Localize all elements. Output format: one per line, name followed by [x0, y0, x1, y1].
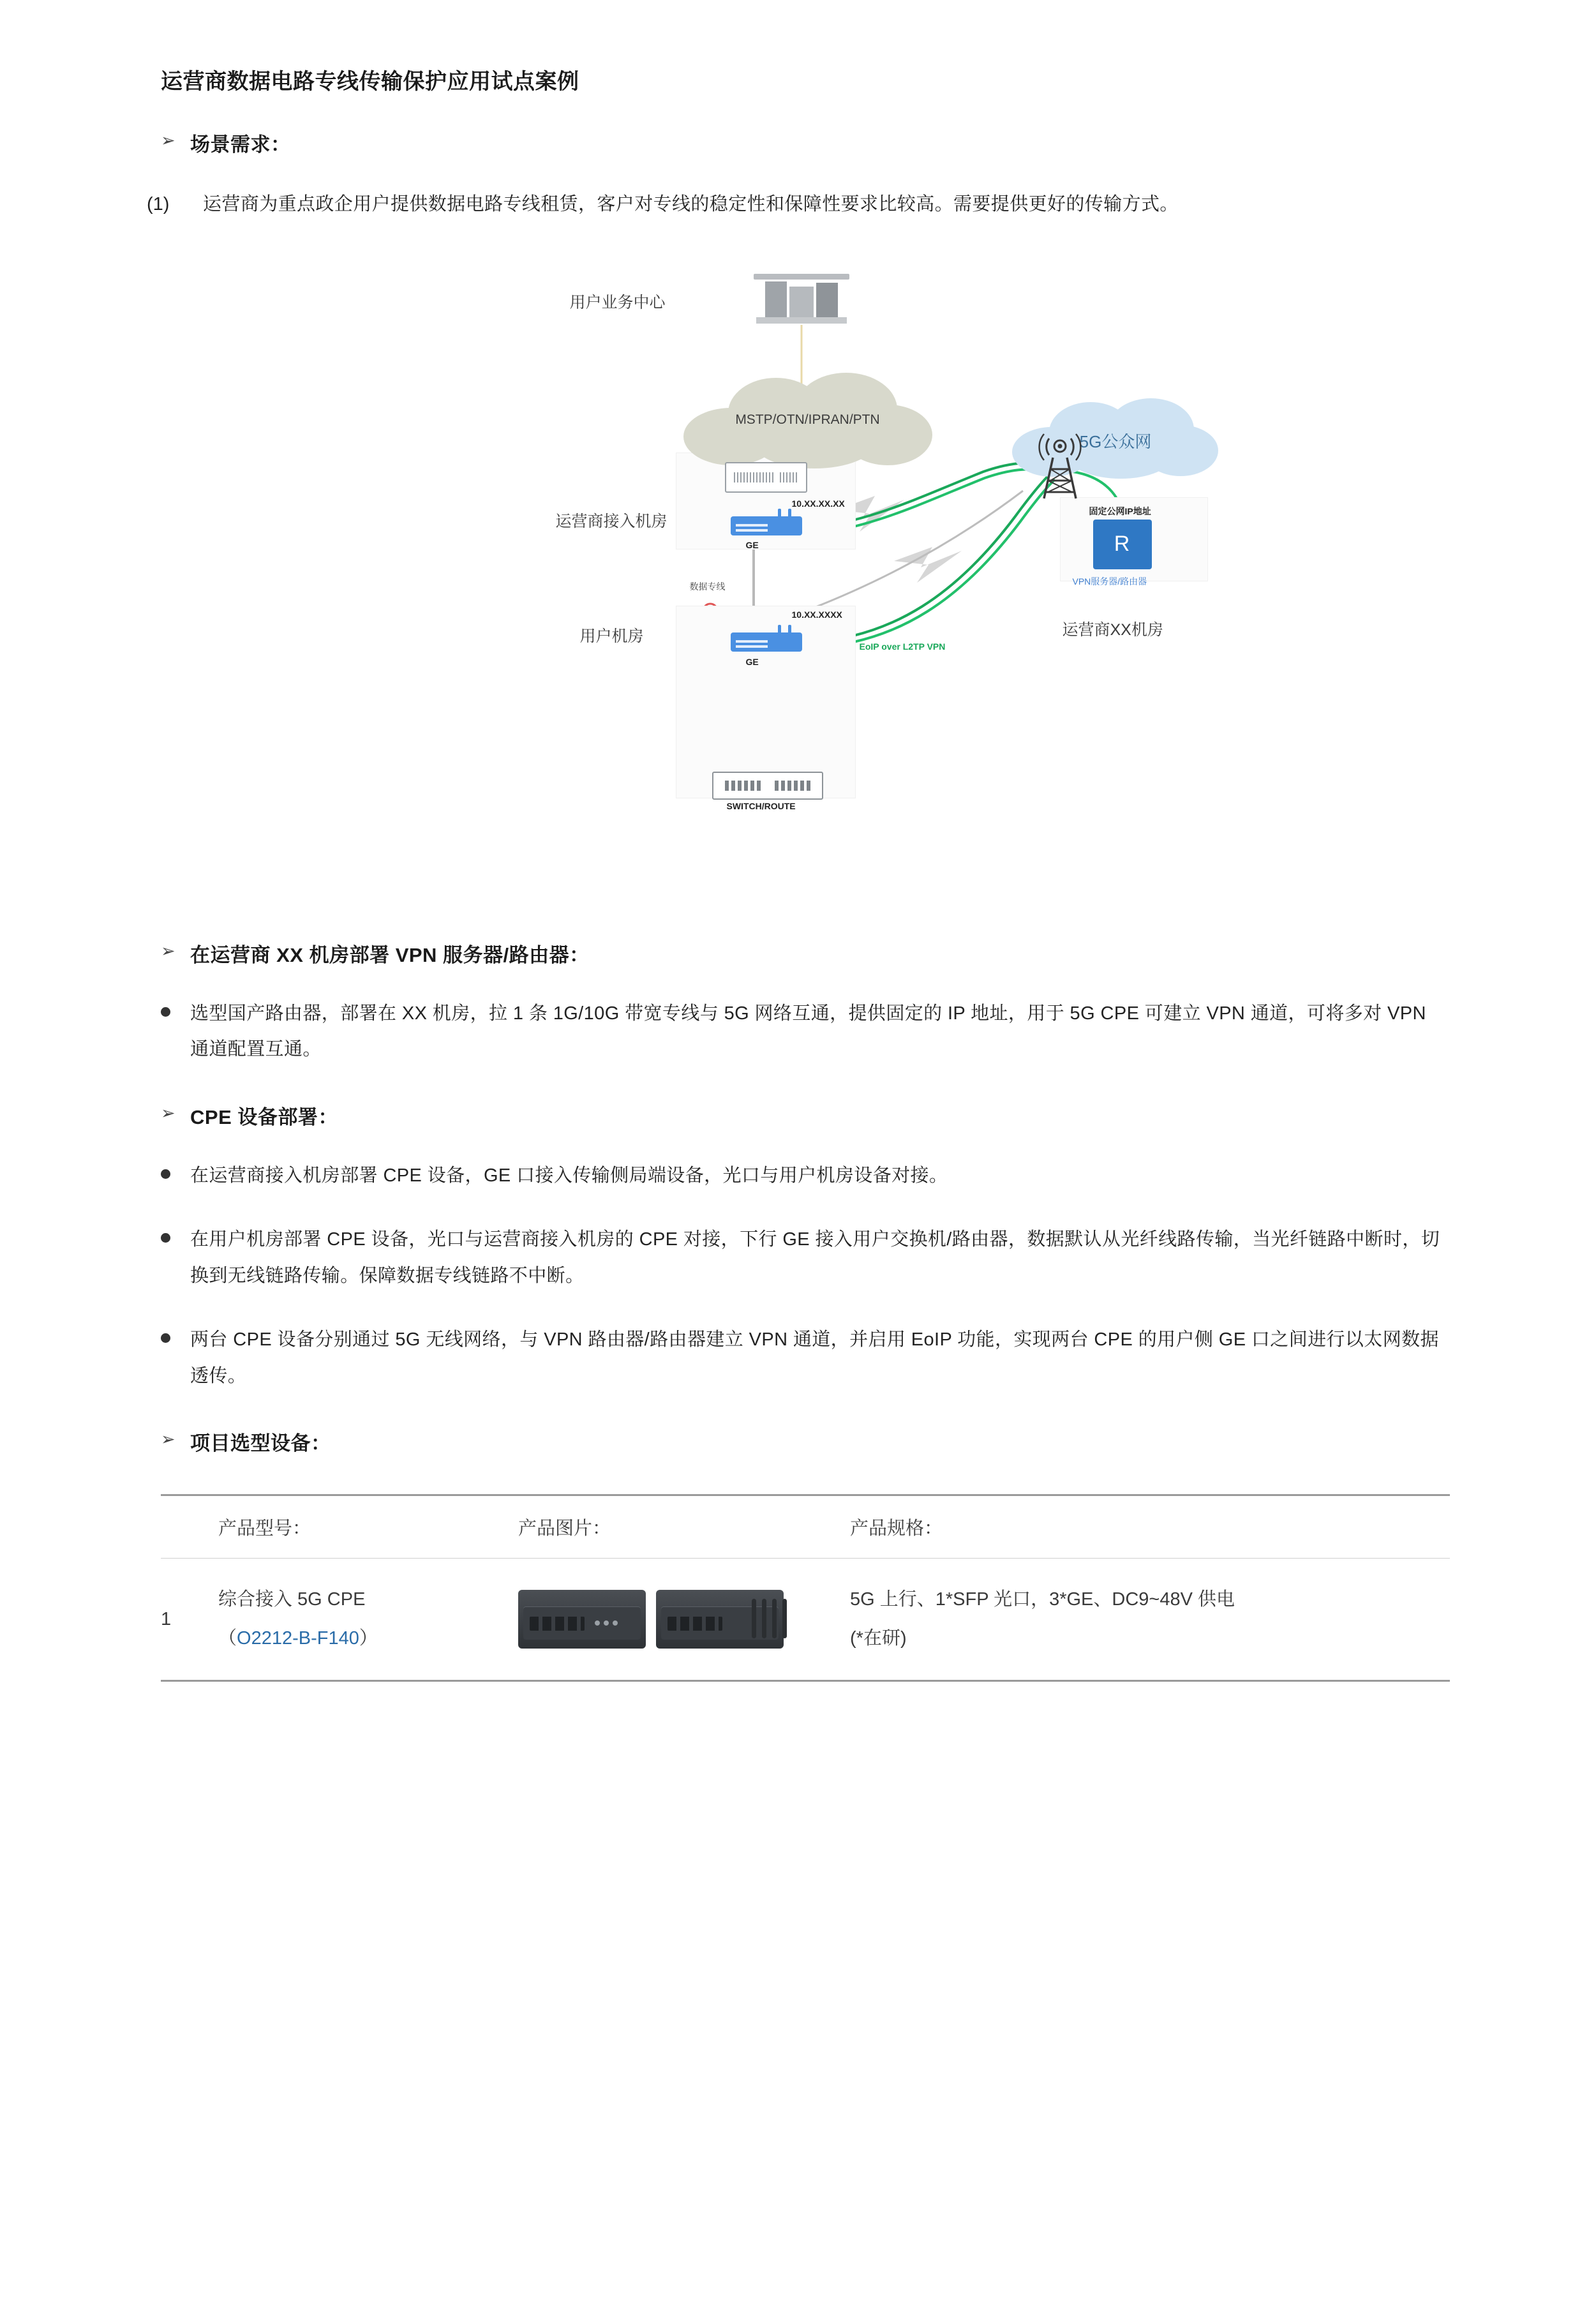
bullet-paragraph-2 [161, 1158, 1449, 1194]
ge-port-label-top: GE [745, 539, 759, 550]
product-model-name: 综合接入 5G CPE [218, 1589, 366, 1610]
model-code-text: O2212-B-F140 [237, 1628, 359, 1649]
cloud-5g-label: 5G公众网 [1079, 431, 1152, 451]
bullet-paragraph-3 [161, 1222, 1449, 1294]
dedicated-line-label: 数据专线 [689, 581, 726, 592]
ip-address-label-top: 10.XX.XX.XX [791, 498, 845, 509]
numbered-paragraph-text: 运营商为重点政企用户提供数据电路专线租赁，客户对专线的稳定性和保障性要求比较高。需要提供更好的传输方式。 [203, 194, 1179, 214]
dot-bullet-icon [161, 1158, 190, 1179]
section-heading-label: 项目选型设备： [190, 1432, 331, 1455]
table-row [161, 1559, 1450, 1681]
section-heading-cpe-deployment [161, 1101, 1449, 1130]
ge-port-label-bottom: GE [745, 656, 759, 667]
section-heading-label: 在运营商 XX 机房部署 VPN 服务器/路由器： [190, 943, 590, 966]
figure-label-operator-xx-room: 运营商XX机房 [1062, 620, 1163, 639]
dot-bullet-icon [161, 996, 190, 1017]
table-cell-model [218, 1559, 518, 1681]
numbered-paragraph-1 [147, 186, 1449, 223]
page-title: 运营商数据电路专线传输保护应用试点案例 [161, 70, 579, 94]
cpe-device-user-room-icon [731, 625, 802, 653]
figure-label-user-room: 用户机房 [579, 627, 644, 645]
table-header-spec: 产品规格： [850, 1495, 1450, 1559]
table-header-image: 产品图片： [518, 1495, 850, 1559]
product-model-code [218, 1619, 518, 1658]
section-heading-scenario [161, 128, 1449, 157]
section-heading-label: 场景需求： [190, 133, 291, 156]
table-header-model: 产品型号： [218, 1495, 518, 1559]
section-heading-vpn-deployment [161, 939, 1449, 968]
product-image-group [518, 1590, 850, 1649]
dot-bullet-icon [161, 1222, 190, 1243]
bullet-paragraph-text: 两台 CPE 设备分别通过 5G 无线网络，与 VPN 路由器/路由器建立 VPN 通道，并启用 EoIP 功能，实现两台 CPE 的用户侧 GE 口之间进行以太网数据透传。 [190, 1329, 1439, 1386]
table-cell-product-image [518, 1559, 850, 1681]
ip-address-label-bottom: 10.XX.XXXX [791, 609, 842, 620]
table-header-row [161, 1495, 1450, 1559]
vpn-router-icon: R [1093, 520, 1152, 569]
bullet-paragraph-text: 选型国产路由器，部署在 XX 机房，拉 1 条 1G/10G 带宽专线与 5G 网络互通，提供固定的 IP 地址，用于 5G CPE 可建立 VPN 通道，可将多对 VPN 通道配置互通。 [190, 1003, 1426, 1060]
user-service-center-icon [754, 274, 849, 325]
equipment-table [161, 1494, 1450, 1682]
bullet-paragraph-1 [161, 996, 1449, 1068]
network-topology-figure [345, 261, 1251, 906]
eoip-tunnel-label: EoIP over L2TP VPN [859, 641, 946, 652]
switch-route-icon [712, 772, 823, 800]
bullet-paragraph-text: 在运营商接入机房部署 CPE 设备，GE 口接入传输侧局端设备，光口与用户机房设备对接。 [190, 1165, 948, 1186]
numbered-paragraph-label: (1) [147, 194, 170, 214]
product-spec-line2: (*在研) [850, 1628, 907, 1649]
product-photo-antennas [656, 1590, 784, 1649]
model-code-paren-close: ） [359, 1628, 378, 1649]
table-header-index [161, 1495, 218, 1559]
arrow-bullet-icon: ➢ [161, 941, 175, 961]
arrow-bullet-icon: ➢ [161, 131, 175, 150]
transmission-equipment-icon [725, 462, 807, 493]
arrow-bullet-icon: ➢ [161, 1103, 175, 1123]
cpe-device-operator-room-icon [731, 509, 802, 537]
transport-cloud-label: MSTP/OTN/IPRAN/PTN [735, 412, 880, 427]
bullet-paragraph-4 [161, 1322, 1449, 1394]
base-station-tower-icon [1031, 432, 1089, 502]
product-photo-front [518, 1590, 646, 1649]
table-cell-spec [850, 1559, 1450, 1681]
product-spec-line1: 5G 上行、1*SFP 光口，3*GE、DC9~48V 供电 [850, 1589, 1235, 1610]
figure-label-user-center: 用户业务中心 [569, 293, 666, 311]
bullet-paragraph-text: 在用户机房部署 CPE 设备，光口与运营商接入机房的 CPE 对接，下行 GE 接入用户交换机/路由器，数据默认从光纤线路传输，当光纤链路中断时，切换到无线链路传输。保障数据专线链路不中断。 [190, 1229, 1440, 1286]
figure-label-operator-access-room: 运营商接入机房 [555, 512, 667, 530]
vpn-server-label: VPN服务器/路由器 [1072, 576, 1147, 587]
section-heading-selected-equipment [161, 1427, 1449, 1456]
table-cell-index: 1 [161, 1559, 218, 1681]
dot-bullet-icon [161, 1322, 190, 1343]
arrow-bullet-icon: ➢ [161, 1430, 175, 1449]
model-code-paren-open: （ [218, 1628, 237, 1649]
public-ip-label: 固定公网IP地址 [1089, 505, 1151, 516]
transport-cloud-icon [683, 373, 932, 468]
switch-route-label: SWITCH/ROUTE [726, 800, 796, 811]
section-heading-label: CPE 设备部署： [190, 1105, 338, 1128]
